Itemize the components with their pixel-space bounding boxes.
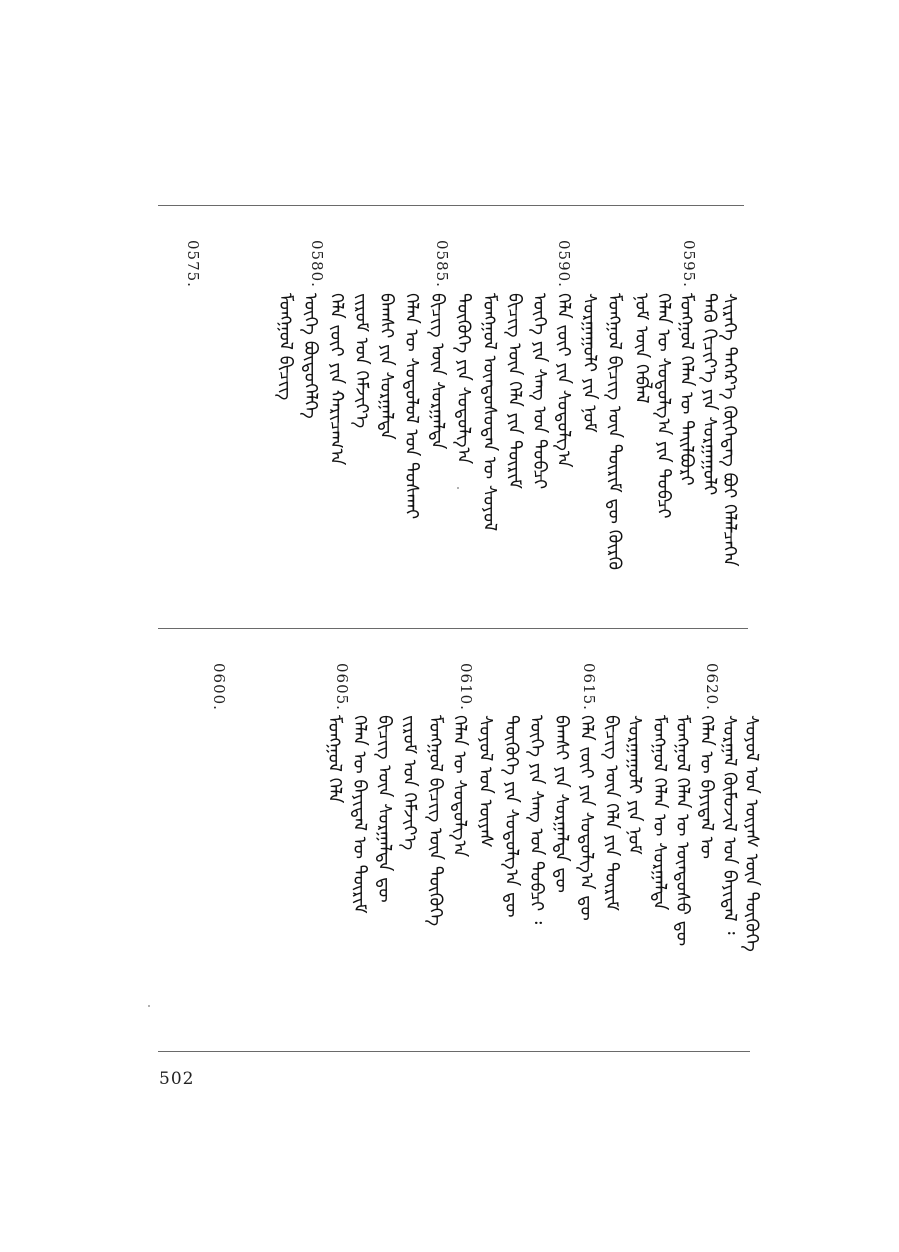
- text-line: ᠵᠢᠷᠤᠮ ᠤᠨ ᠬᠡᠮᠵᠢᠶ᠎ᠡ: [351, 293, 372, 429]
- text-line: ᠬᠡᠯᠡᠨ ᠦ ᠪᠠᠶᠢᠳᠠᠯ ᠦ: [696, 715, 717, 859]
- text-line: ᠪᠢᠴᠢᠭ᠌ ᠦᠨ ᠬᠡᠯᠡ ᠶᠢᠨ ᠳᠦᠷᠢᠮ: [601, 715, 622, 911]
- text-line: ᠬᠡᠯᠡᠨ ᠦ ᠰᠤᠳᠤᠯᠤᠯ ᠤᠨ ᠲᠤᠰᠬᠠᠢ: [401, 293, 422, 520]
- text-line: ᠮᠣᠩᠭᠣᠯ ᠬᠡᠯᠡᠨ ᠦ ᠲᠠᠢᠯᠪᠤᠷᠢ: [676, 293, 697, 486]
- speck: [148, 1005, 150, 1007]
- text-line: ᠦᠭᠡ ᠪᠦᠲᠦᠭᠡᠯᠭᠡ: [300, 293, 321, 419]
- entry-number: 0620.: [703, 663, 721, 711]
- text-line: ᠦᠭᠡ ᠶᠢᠨ ᠰᠠᠩ ᠤᠨ ᠲᠣᠪᠴᠢ: [529, 293, 550, 490]
- text-line: ᠰᠤᠷᠭᠠᠭᠤᠯᠢ ᠶᠢᠨ ᠨᠣᠮ: [624, 715, 645, 855]
- text-line: ᠮᠣᠩᠭᠣᠯ ᠬᠡᠯᠡ: [324, 715, 345, 804]
- middle-rule: [158, 628, 748, 629]
- text-line: ᠮᠣᠩᠭᠣᠯ ᠪᠢᠴᠢᠭ᠌: [275, 293, 296, 401]
- entry-number: 0600.: [210, 663, 228, 711]
- page-number: 502: [159, 1069, 195, 1089]
- text-line: ᠳᠡᠭᠦ ᠬᠢᠴᠢᠶ᠎ᠡ ᠶᠢᠨ ᠰᠤᠷᠭᠠᠭᠤᠯᠢ: [699, 293, 720, 496]
- top-rule: [158, 205, 744, 206]
- text-line: ᠲᠦᠭᠦᠬᠡ ᠶᠢᠨ ᠰᠤᠳᠤᠯᠭ᠎ᠠ ᠳᠦ: [501, 715, 522, 918]
- text-line: ᠬᠡᠯᠡᠨ ᠦ ᠰᠤᠳᠤᠯᠭ᠎ᠠ ᠶᠢᠨ ᠲᠣᠪᠴᠢ: [653, 293, 674, 519]
- text-line: ᠪᠢᠴᠢᠭ᠌ ᠦᠨ ᠰᠤᠷᠭᠠᠯᠲᠠ: [427, 293, 448, 450]
- speck: [457, 487, 459, 489]
- text-line: ᠰᠤᠷᠭᠠᠭᠤᠯᠢ ᠶᠢᠨ ᠨᠣᠮ: [579, 293, 600, 433]
- text-line: ᠪᠠᠭᠰᠢ ᠶᠢᠨ ᠰᠤᠷᠭᠠᠯᠲᠠ: [376, 293, 397, 440]
- entry-number: 0610.: [457, 663, 475, 711]
- text-line: ᠨᠣᠮ ᠦᠨ ᠬᠡᠪᠯᠡᠯ: [631, 293, 652, 404]
- text-line: ᠬᠡᠯᠡᠨ ᠦ ᠪᠠᠶᠢᠳᠠᠯ ᠦ ᠳᠦᠷᠢᠮ: [349, 715, 370, 914]
- text-line: ᠵᠢᠷᠤᠮ ᠤᠨ ᠬᠡᠮᠵᠢᠶ᠎ᠡ: [399, 715, 420, 851]
- text-line: ᠮᠣᠩᠭᠣᠯ ᠪᠢᠴᠢᠭ ᠦᠨ ᠳᠦᠷᠢᠮ ᠳᠦ ᠬᠦᠷᠬᠦ: [604, 293, 625, 571]
- text-line: ᠮᠣᠩᠭᠣᠯ ᠪᠢᠴᠢᠭ᠌ ᠦᠨ ᠲᠦᠭᠦᠬᠡ: [425, 715, 446, 927]
- entry-number: 0615.: [580, 663, 598, 711]
- text-line: ᠰᠣᠶᠣᠯ ᠤᠨ ᠦᠶᠡᠰ: [475, 715, 496, 848]
- text-line: ᠪᠢᠴᠢᠭ᠌ ᠦᠨ ᠬᠡᠯᠡ ᠶᠢᠨ ᠳᠦᠷᠢᠮ: [504, 293, 525, 489]
- text-line: ᠲᠦᠭᠦᠬᠡ ᠶᠢᠨ ᠰᠤᠳᠤᠯᠭ᠎ᠠ: [453, 293, 474, 465]
- text-line: ᠬᠡᠯᠡ ᠵᠦᠢ ᠶᠢᠨ ᠰᠤᠳᠤᠯᠭ᠎ᠠ: [553, 293, 574, 468]
- text-line: ᠪᠠᠭᠰᠢ ᠶᠢᠨ ᠰᠤᠷᠭᠠᠯᠲᠠ ᠳᠦ: [551, 715, 572, 893]
- text-line: ᠰᠣᠶᠣᠯ ᠤᠨ ᠦᠶᠡᠰ ᠦᠨ ᠲᠦᠭᠦᠬᠡ: [741, 715, 762, 952]
- entry-number: 0595.: [680, 240, 698, 288]
- text-line: ᠮᠣᠩᠭᠣᠯ ᠦᠨᠳᠦᠰᠦᠲᠡᠨ ᠦ ᠰᠣᠶᠣᠯ: [479, 293, 500, 532]
- text-line: ᠦᠭᠡ ᠶᠢᠨ ᠰᠠᠩ ᠤᠨ ᠲᠣᠪᠴᠢ ᠄: [526, 715, 547, 925]
- text-line: ᠮᠣᠩᠭᠣᠯ ᠬᠡᠯᠡᠨ ᠦ ᠰᠤᠷᠭᠠᠯᠲᠠ: [649, 715, 670, 911]
- text-line: ᠪᠢᠴᠢᠭ᠌ ᠦᠨ ᠰᠤᠷᠭᠠᠯᠲᠠ ᠳᠦ: [374, 715, 395, 903]
- text-line: ᠮᠣᠩᠭᠣᠯ ᠬᠡᠯᠡᠨ ᠦ ᠦᠨᠳᠦᠰᠦ ᠳᠦ: [672, 715, 693, 947]
- text-line: ᠬᠡᠯᠡᠨ ᠦ ᠰᠤᠳᠤᠯᠭ᠎ᠠ: [449, 715, 470, 858]
- entry-number: 0590.: [555, 240, 573, 288]
- text-line: ᠰᠢᠷᠡᠭᠡ ᠳᠡᠭᠡᠷ᠎ᠡ ᠬᠥᠭᠡᠳᠡᠭ ᠪᠤᠢ ᠬᠡᠯᠡᠯᠴᠡᠭᠡᠨ: [719, 293, 740, 567]
- entry-number: 0605.: [333, 663, 351, 711]
- text-line: ᠬᠡᠯᠡ ᠵᠦᠢ ᠶᠢᠨ ᠰᠤᠳᠤᠯᠭ᠎ᠠ ᠳᠦ: [576, 715, 597, 921]
- entry-number: 0585.: [433, 240, 451, 288]
- entry-number: 0575.: [184, 240, 202, 288]
- text-line: ᠬᠡᠯᠡ ᠵᠦᠢ ᠶᠢᠨ ᠬᠠᠷᠢᠴᠠᠭ᠎ᠠ: [326, 293, 347, 466]
- text-line: ᠰᠤᠷᠭᠠᠯ ᠬᠥᠮᠦᠵᠢᠯ ᠤᠨ ᠪᠠᠶᠢᠳᠠᠯ ᠄: [719, 715, 740, 935]
- bottom-rule: [158, 1051, 750, 1052]
- entry-number: 0580.: [308, 240, 326, 288]
